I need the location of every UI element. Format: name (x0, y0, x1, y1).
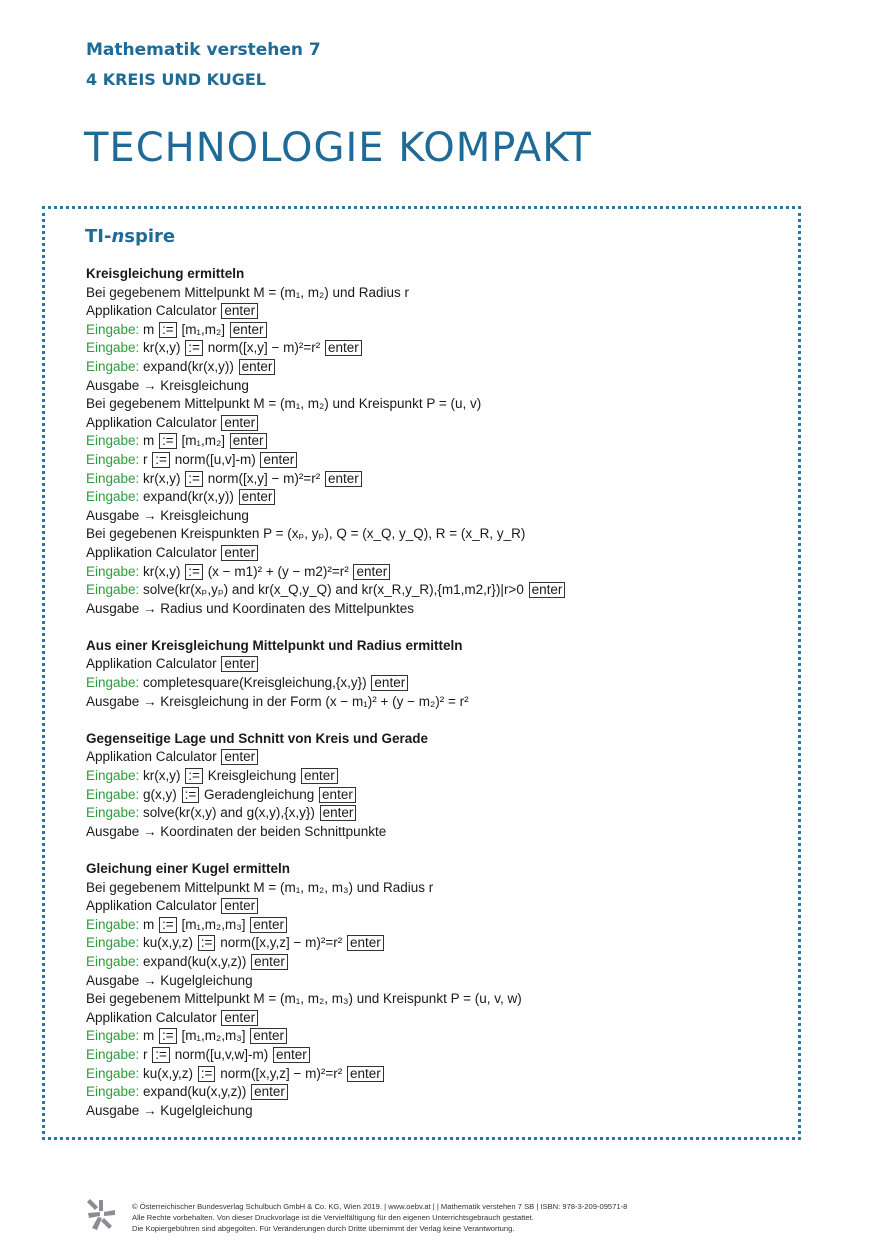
assign-key: := (198, 935, 216, 951)
instruction-line (86, 674, 786, 693)
text-fragment: solve(kr(xₚ,yₚ) and kr(x_Q,y_Q) and kr(x_R,y_R),{m1,m2,r})|r>0 (143, 582, 528, 598)
input-label: Eingabe: (86, 340, 144, 356)
instruction-line (86, 1083, 786, 1102)
instruction-line (86, 451, 786, 470)
assign-key: := (159, 1028, 177, 1044)
text-fragment: Bei gegebenem Mittelpunkt M = (m₁, m₂) und Kreispunkt P = (u, v) (86, 396, 482, 412)
footer-line: © Österreichischer Bundesverlag Schulbuch GmbH & Co. KG, Wien 2019. | www.oebv.at | | Mathematik verstehen 7 SB | ISBN: 978-3-209-09571-8 (132, 1202, 628, 1211)
text-fragment: m (143, 916, 159, 932)
enter-key: enter (221, 545, 258, 561)
input-label: Eingabe: (86, 321, 144, 337)
footer-line: Die Kopiergebühren sind abgegolten. Für Veränderungen durch Dritte übernimmt der Verlag keine Verantwortung. (132, 1224, 515, 1233)
assign-key: := (185, 768, 203, 784)
instruction-line (86, 748, 786, 767)
text-fragment: Ausgabe → Kugelgleichung (86, 972, 253, 988)
assign-key: := (185, 564, 203, 580)
text-fragment: r (143, 1046, 152, 1062)
input-label: Eingabe: (86, 768, 144, 784)
text-fragment: Ausgabe → Kugelgleichung (86, 1102, 253, 1118)
instruction-line (86, 934, 786, 953)
instruction-line (86, 470, 786, 489)
footer-line: Alle Rechte vorbehalten. Von dieser Druckvorlage ist die Vervielfältigung für den eigenen Unterrichtsgebrauch gestattet. (132, 1213, 534, 1222)
enter-key: enter (251, 954, 288, 970)
spacer (86, 841, 786, 860)
enter-key: enter (320, 805, 357, 821)
text-fragment: [m₁,m₂,m₃] (177, 916, 250, 932)
text-fragment: Applikation Calculator (86, 749, 221, 765)
enter-key: enter (319, 787, 356, 803)
instruction-line (86, 581, 786, 600)
enter-key: enter (371, 675, 408, 691)
instruction-line (86, 1046, 786, 1065)
text-fragment: kr(x,y) (143, 768, 185, 784)
text-fragment: solve(kr(x,y) and g(x,y),{x,y}) (143, 805, 319, 821)
spacer (86, 711, 786, 730)
enter-key: enter (529, 582, 566, 598)
instruction-line (86, 767, 786, 786)
input-label: Eingabe: (86, 582, 144, 598)
book-title: Mathematik verstehen 7 (86, 40, 321, 60)
copyright-footer (132, 1201, 627, 1234)
text-fragment: Applikation Calculator (86, 656, 221, 672)
enter-key: enter (221, 415, 258, 431)
instruction-line (86, 953, 786, 972)
text-fragment: kr(x,y) (143, 470, 185, 486)
enter-key: enter (353, 564, 390, 580)
text-fragment: m (143, 1028, 159, 1044)
input-label: Eingabe: (86, 1028, 144, 1044)
input-label: Eingabe: (86, 451, 144, 467)
text-fragment: Aus einer Kreisgleichung Mittelpunkt und Radius ermitteln (86, 637, 463, 653)
text-fragment: Ausgabe → Kreisgleichung in der Form (x − m₁)² + (y − m₂)² = r² (86, 693, 469, 709)
publisher-logo-icon (86, 1197, 116, 1231)
enter-key: enter (239, 359, 276, 375)
assign-key: := (182, 787, 200, 803)
text-fragment: norm([x,y] − m)²=r² (203, 340, 324, 356)
assign-key: := (159, 322, 177, 338)
text-fragment: Ausgabe → Koordinaten der beiden Schnittpunkte (86, 823, 387, 839)
enter-key: enter (325, 471, 362, 487)
text-fragment: [m₁,m₂] (177, 433, 229, 449)
subsection-heading (86, 730, 786, 749)
instruction-line (86, 786, 786, 805)
subsection-heading (86, 637, 786, 656)
input-label: Eingabe: (86, 1046, 144, 1062)
instruction-line (86, 1027, 786, 1046)
instruction-line (86, 879, 786, 898)
text-fragment: [m₁,m₂] (177, 321, 229, 337)
text-fragment: Applikation Calculator (86, 414, 221, 430)
input-label: Eingabe: (86, 563, 144, 579)
input-label: Eingabe: (86, 786, 144, 802)
text-fragment: [m₁,m₂,m₃] (177, 1028, 250, 1044)
instruction-line (86, 1065, 786, 1084)
text-fragment: kr(x,y) (143, 340, 185, 356)
input-label: Eingabe: (86, 358, 144, 374)
instruction-line (86, 1102, 786, 1121)
text-fragment: m (143, 433, 159, 449)
text-fragment: Applikation Calculator (86, 544, 221, 560)
spacer (86, 618, 786, 637)
enter-key: enter (250, 917, 287, 933)
assign-key: := (185, 340, 203, 356)
page-title: TECHNOLOGIE KOMPAKT (84, 125, 592, 171)
text-fragment: Ausgabe → Kreisgleichung (86, 507, 249, 523)
assign-key: := (198, 1066, 216, 1082)
text-fragment: norm([x,y,z] − m)²=r² (216, 1065, 346, 1081)
enter-key: enter (260, 452, 297, 468)
instruction-line (86, 414, 786, 433)
text-fragment: Ausgabe → Radius und Koordinaten des Mittelpunktes (86, 600, 414, 616)
enter-key: enter (230, 433, 267, 449)
instruction-line (86, 693, 786, 712)
text-fragment: Applikation Calculator (86, 1009, 221, 1025)
instruction-line (86, 395, 786, 414)
enter-key: enter (347, 935, 384, 951)
enter-key: enter (221, 898, 258, 914)
subsection-heading (86, 860, 786, 879)
text-fragment: Applikation Calculator (86, 303, 221, 319)
enter-key: enter (221, 1010, 258, 1026)
text-fragment: g(x,y) (143, 786, 181, 802)
text-fragment: Kreisgleichung ermitteln (86, 266, 245, 281)
instruction-line (86, 358, 786, 377)
instruction-list (86, 265, 786, 1120)
instruction-line (86, 302, 786, 321)
enter-key: enter (301, 768, 338, 784)
enter-key: enter (347, 1066, 384, 1082)
instruction-line (86, 1009, 786, 1028)
text-fragment: Applikation Calculator (86, 898, 221, 914)
section-title-italic: n (111, 226, 125, 247)
input-label: Eingabe: (86, 953, 144, 969)
input-label: Eingabe: (86, 935, 144, 951)
instruction-line (86, 525, 786, 544)
section-title (85, 226, 175, 247)
text-fragment: Bei gegebenem Mittelpunkt M = (m₁, m₂) und Radius r (86, 284, 410, 300)
text-fragment: Kreisgleichung (203, 768, 300, 784)
assign-key: := (185, 471, 203, 487)
section-title-suffix: spire (124, 226, 176, 247)
input-label: Eingabe: (86, 433, 144, 449)
text-fragment: Gegenseitige Lage und Schnitt von Kreis und Gerade (86, 730, 429, 746)
enter-key: enter (221, 656, 258, 672)
instruction-line (86, 488, 786, 507)
text-fragment: Bei gegebenem Mittelpunkt M = (m₁, m₂, m₃) und Kreispunkt P = (u, v, w) (86, 991, 522, 1007)
text-fragment: norm([u,v,w]-m) (170, 1046, 272, 1062)
text-fragment: completesquare(Kreisgleichung,{x,y}) (143, 675, 371, 691)
assign-key: := (159, 917, 177, 933)
text-fragment: r (143, 451, 152, 467)
enter-key: enter (221, 749, 258, 765)
text-fragment: expand(ku(x,y,z)) (143, 953, 251, 969)
instruction-line (86, 972, 786, 991)
text-fragment: Ausgabe → Kreisgleichung (86, 377, 249, 393)
instruction-line (86, 284, 786, 303)
section-title-prefix: TI- (85, 226, 112, 247)
text-fragment: expand(kr(x,y)) (143, 358, 238, 374)
instruction-line (86, 823, 786, 842)
text-fragment: expand(kr(x,y)) (143, 489, 238, 505)
instruction-line (86, 804, 786, 823)
input-label: Eingabe: (86, 805, 144, 821)
enter-key: enter (250, 1028, 287, 1044)
instruction-line (86, 544, 786, 563)
text-fragment: ku(x,y,z) (143, 935, 197, 951)
text-fragment: norm([x,y] − m)²=r² (203, 470, 324, 486)
input-label: Eingabe: (86, 489, 144, 505)
instruction-line (86, 897, 786, 916)
text-fragment: Gleichung einer Kugel ermitteln (86, 861, 291, 876)
text-fragment: ku(x,y,z) (143, 1065, 197, 1081)
instruction-line (86, 507, 786, 526)
assign-key: := (159, 433, 177, 449)
assign-key: := (152, 452, 170, 468)
text-fragment: norm([u,v]-m) (170, 451, 260, 467)
input-label: Eingabe: (86, 470, 144, 486)
text-fragment: expand(ku(x,y,z)) (143, 1084, 251, 1100)
text-fragment: m (143, 321, 159, 337)
text-fragment: Geradengleichung (200, 786, 319, 802)
assign-key: := (152, 1047, 170, 1063)
input-label: Eingabe: (86, 675, 144, 691)
text-fragment: kr(x,y) (143, 563, 185, 579)
instruction-line (86, 321, 786, 340)
instruction-line (86, 563, 786, 582)
text-fragment: Bei gegebenen Kreispunkten P = (xₚ, yₚ), Q = (x_Q, y_Q), R = (x_R, y_R) (86, 526, 526, 542)
chapter-heading: 4 KREIS UND KUGEL (86, 70, 266, 89)
enter-key: enter (273, 1047, 310, 1063)
instruction-line (86, 432, 786, 451)
input-label: Eingabe: (86, 1084, 144, 1100)
enter-key: enter (251, 1084, 288, 1100)
subsection-heading (86, 265, 786, 284)
enter-key: enter (239, 489, 276, 505)
instruction-line (86, 916, 786, 935)
input-label: Eingabe: (86, 916, 144, 932)
text-fragment: Bei gegebenem Mittelpunkt M = (m₁, m₂, m₃) und Radius r (86, 879, 434, 895)
instruction-line (86, 600, 786, 619)
enter-key: enter (221, 303, 258, 319)
enter-key: enter (230, 322, 267, 338)
input-label: Eingabe: (86, 1065, 144, 1081)
instruction-line (86, 377, 786, 396)
instruction-line (86, 990, 786, 1009)
instruction-line (86, 339, 786, 358)
text-fragment: (x − m1)² + (y − m2)²=r² (203, 563, 353, 579)
enter-key: enter (325, 340, 362, 356)
text-fragment: norm([x,y,z] − m)²=r² (216, 935, 346, 951)
instruction-line (86, 655, 786, 674)
